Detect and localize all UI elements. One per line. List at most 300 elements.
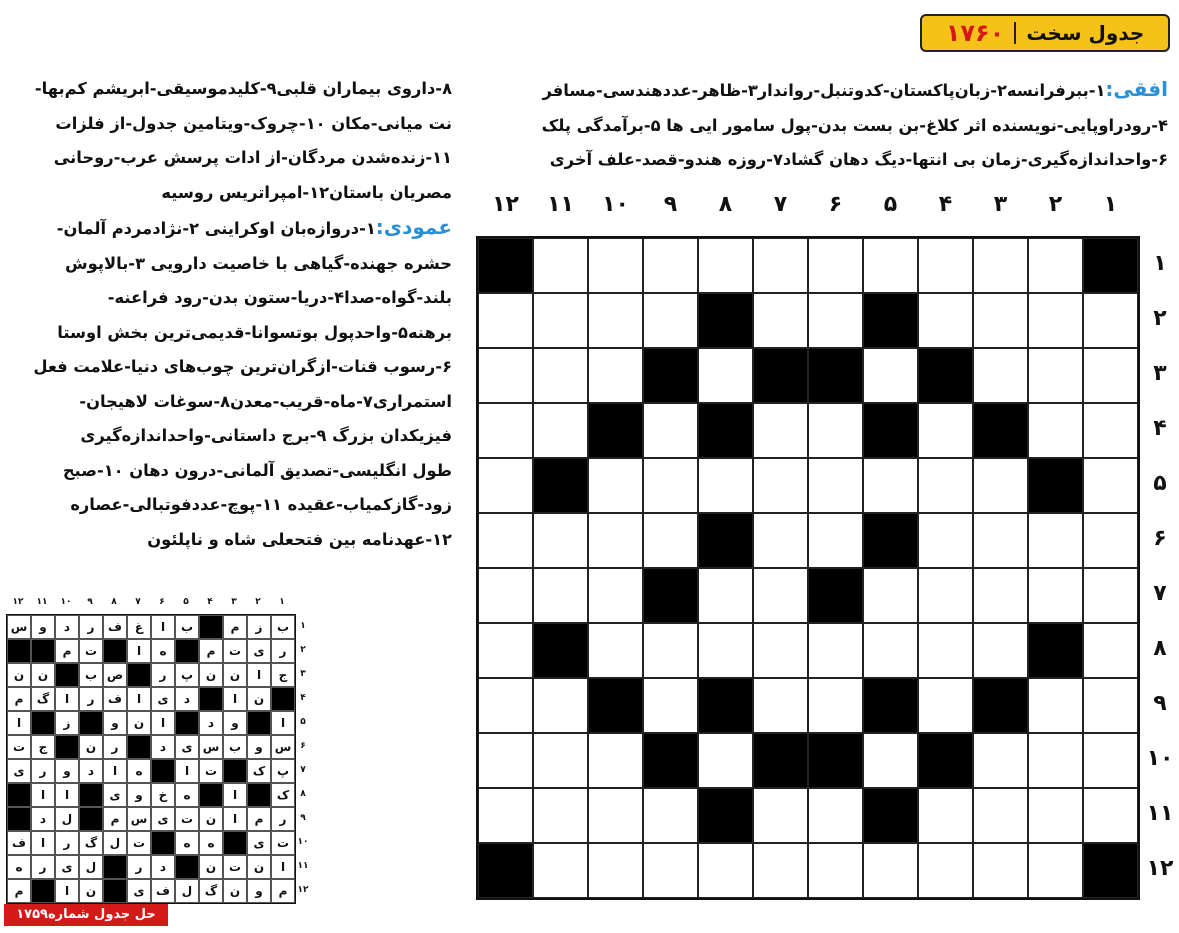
answer-cell: ر [31, 855, 55, 879]
grid-cell[interactable] [1028, 733, 1083, 788]
grid-cell[interactable] [698, 458, 753, 513]
grid-cell[interactable] [1028, 788, 1083, 843]
horizontal-cont-line-3: ۱۱-زنده‌شدن مردگان-از ادات پرسش عرب-روحانی [53, 148, 452, 167]
answer-cell: ه [127, 759, 151, 783]
grid-cell[interactable] [973, 293, 1028, 348]
answer-cell: ن [79, 735, 103, 759]
answer-column-number: ۴ [207, 597, 213, 607]
answer-cell: و [103, 711, 127, 735]
answer-cell: ت [271, 831, 295, 855]
grid-cell[interactable] [478, 623, 533, 678]
answer-cell: ت [223, 639, 247, 663]
answer-cell: ل [55, 807, 79, 831]
answer-cell: ن [199, 663, 223, 687]
grid-cell[interactable] [643, 403, 698, 458]
grid-cell-black [808, 733, 863, 788]
grid-cell[interactable] [973, 348, 1028, 403]
grid-cell[interactable] [588, 733, 643, 788]
answer-cell: ت [7, 735, 31, 759]
grid-cell[interactable] [643, 293, 698, 348]
grid-cell-black [808, 348, 863, 403]
answer-cell: ه [175, 831, 199, 855]
answer-cell: ن [7, 663, 31, 687]
answer-cell: م [7, 687, 31, 711]
grid-cell[interactable] [478, 403, 533, 458]
grid-cell[interactable] [863, 238, 918, 293]
answer-cell: س [271, 735, 295, 759]
answer-cell: ی [151, 687, 175, 711]
grid-cell[interactable] [1083, 788, 1138, 843]
grid-cell[interactable] [863, 348, 918, 403]
puzzle-title [920, 14, 1170, 52]
row-number: ۶ [1153, 526, 1167, 551]
grid-cell[interactable] [478, 678, 533, 733]
answer-row-number: ۳ [300, 669, 306, 679]
answer-row-number: ۵ [300, 717, 306, 727]
grid-cell[interactable] [1083, 568, 1138, 623]
answer-cell: و [55, 759, 79, 783]
answer-cell: ا [55, 687, 79, 711]
grid-cell[interactable] [533, 403, 588, 458]
grid-cell[interactable] [1028, 293, 1083, 348]
grid-cell[interactable] [478, 733, 533, 788]
row-number: ۷ [1153, 581, 1167, 606]
answer-column-number: ۶ [159, 597, 165, 607]
answer-column-number: ۱ [279, 597, 285, 607]
answer-cell: ک [271, 783, 295, 807]
grid-cell[interactable] [643, 788, 698, 843]
answer-column-number: ۱۰ [60, 597, 72, 607]
answer-cell: ب [79, 663, 103, 687]
grid-cell[interactable] [588, 513, 643, 568]
grid-cell-black [643, 348, 698, 403]
grid-cell[interactable] [1083, 513, 1138, 568]
vertical-clue-line-10: ۱۲-عهدنامه بین فتحعلی شاه و ناپلئون [147, 529, 452, 549]
grid-cell[interactable] [973, 623, 1028, 678]
grid-cell-black [1083, 843, 1138, 898]
row-numbers [1140, 236, 1179, 896]
grid-cell[interactable] [973, 458, 1028, 513]
horizontal-cont-line-1: ۸-داروی بیماران قلبی۹-کلیدموسیقی-ابریشم کم‌بها- [34, 79, 452, 98]
answer-cell: ف [151, 879, 175, 903]
grid-cell[interactable] [533, 733, 588, 788]
horizontal-clues [470, 72, 1168, 178]
vertical-clue-line-7: فیزیکدان بزرگ ۹-برج داستانی-واحداندازه‌گیری [80, 426, 452, 445]
grid-cell[interactable] [753, 568, 808, 623]
answer-cell: م [247, 807, 271, 831]
grid-cell[interactable] [1028, 238, 1083, 293]
answer-cell: ک [247, 759, 271, 783]
grid-cell[interactable] [533, 568, 588, 623]
grid-cell-black [698, 403, 753, 458]
answer-row-number: ۶ [300, 741, 306, 751]
answer-cell-black [127, 735, 151, 759]
grid-cell[interactable] [753, 513, 808, 568]
grid-cell[interactable] [863, 843, 918, 898]
answer-cell: د [199, 711, 223, 735]
answer-cell: س [7, 615, 31, 639]
answer-cell: ن [127, 711, 151, 735]
answer-cell: گ [199, 879, 223, 903]
grid-cell-black [863, 403, 918, 458]
answer-cell: ی [7, 759, 31, 783]
grid-cell[interactable] [808, 458, 863, 513]
grid-cell[interactable] [973, 568, 1028, 623]
grid-cell[interactable] [973, 733, 1028, 788]
grid-cell[interactable] [918, 513, 973, 568]
answer-cell-black [7, 639, 31, 663]
column-number: ۱۱ [547, 192, 574, 217]
grid-cell[interactable] [698, 733, 753, 788]
vertical-clue-line-1 [0, 210, 452, 247]
answer-row-number: ۱۲ [297, 885, 309, 895]
grid-cell[interactable] [1083, 623, 1138, 678]
grid-cell-black [698, 678, 753, 733]
grid-cell[interactable] [863, 458, 918, 513]
answer-cell-black [223, 759, 247, 783]
answer-cell: پ [175, 663, 199, 687]
grid-cell[interactable] [643, 513, 698, 568]
vertical-clue-line-4: برهنه۵-واحدپول بوتسوانا-قدیمی‌ترین بخش اوستا [57, 322, 452, 342]
answer-cell-black [79, 711, 103, 735]
grid-cell-black [698, 788, 753, 843]
grid-cell[interactable] [698, 568, 753, 623]
grid-cell[interactable] [1083, 733, 1138, 788]
grid-cell[interactable] [1028, 678, 1083, 733]
answer-cell-black [31, 711, 55, 735]
grid-cell[interactable] [808, 238, 863, 293]
grid-cell[interactable] [478, 458, 533, 513]
column-number: ۸ [718, 192, 733, 217]
grid-cell[interactable] [533, 293, 588, 348]
grid-cell[interactable] [643, 843, 698, 898]
grid-cell[interactable] [808, 403, 863, 458]
grid-cell[interactable] [698, 843, 753, 898]
grid-cell[interactable] [1083, 403, 1138, 458]
answer-cell-black [151, 831, 175, 855]
answer-cell: خ [151, 783, 175, 807]
answer-cell-black [175, 711, 199, 735]
answer-cell: ن [199, 855, 223, 879]
grid-cell[interactable] [1083, 348, 1138, 403]
answer-cell: ت [199, 759, 223, 783]
answer-row-number: ۹ [300, 813, 306, 823]
answer-cell-black [103, 639, 127, 663]
grid-cell[interactable] [588, 293, 643, 348]
answer-cell: س [127, 807, 151, 831]
grid-cell-black [973, 678, 1028, 733]
answer-row-number: ۷ [300, 765, 306, 775]
grid-cell[interactable] [1028, 403, 1083, 458]
answer-cell-black [199, 615, 223, 639]
grid-cell-black [533, 623, 588, 678]
grid-cell[interactable] [1028, 513, 1083, 568]
grid-cell[interactable] [753, 678, 808, 733]
grid-cell[interactable] [588, 238, 643, 293]
answer-cell: ی [127, 879, 151, 903]
grid-cell[interactable] [1083, 293, 1138, 348]
grid-cell[interactable] [588, 843, 643, 898]
grid-cell[interactable] [808, 843, 863, 898]
row-number: ۲ [1153, 306, 1167, 331]
answer-cell: ا [55, 879, 79, 903]
answer-cell: ن [247, 687, 271, 711]
grid-cell[interactable] [478, 293, 533, 348]
answer-cell: م [271, 879, 295, 903]
grid-cell[interactable] [918, 568, 973, 623]
answer-cell-black [175, 639, 199, 663]
grid-cell[interactable] [918, 293, 973, 348]
grid-cell-black [533, 458, 588, 513]
answer-row-number: ۲ [300, 645, 306, 655]
grid-cell-black [808, 568, 863, 623]
answer-cell: ل [103, 831, 127, 855]
grid-cell[interactable] [1028, 843, 1083, 898]
answer-cell: م [7, 879, 31, 903]
grid-cell[interactable] [1083, 678, 1138, 733]
column-number: ۷ [773, 192, 788, 217]
grid-cell[interactable] [588, 788, 643, 843]
crossword-grid [476, 236, 1140, 900]
grid-cell[interactable] [863, 568, 918, 623]
answer-cell: ا [7, 711, 31, 735]
horizontal-clue-text-1: ۱-ببرفرانسه۲-زبان‌پاکستان-کدوتنبل-رواندار۳-ظاهر-عددهندسی-مسافر [542, 81, 1106, 100]
answer-cell: ر [151, 663, 175, 687]
answer-column-numbers [6, 597, 294, 611]
horizontal-cont-line-4: مصریان باستان۱۲-امپراتریس روسیه [161, 182, 452, 202]
grid-cell-black [643, 568, 698, 623]
grid-cell[interactable] [808, 788, 863, 843]
grid-cell[interactable] [698, 348, 753, 403]
grid-cell[interactable] [1028, 568, 1083, 623]
grid-cell[interactable] [643, 238, 698, 293]
grid-cell[interactable] [1083, 458, 1138, 513]
answer-cell: ا [271, 855, 295, 879]
grid-cell[interactable] [863, 733, 918, 788]
answer-cell: ر [127, 855, 151, 879]
answer-cell: ی [103, 783, 127, 807]
answer-cell: ر [79, 615, 103, 639]
grid-cell[interactable] [808, 513, 863, 568]
answer-cell: ه [151, 639, 175, 663]
answer-cell: ب [175, 615, 199, 639]
answer-cell: د [31, 807, 55, 831]
answer-cell: ن [31, 663, 55, 687]
grid-cell[interactable] [973, 238, 1028, 293]
grid-cell[interactable] [533, 843, 588, 898]
answer-cell: و [223, 711, 247, 735]
answer-cell: ه [175, 783, 199, 807]
grid-cell[interactable] [918, 843, 973, 898]
grid-cell[interactable] [753, 843, 808, 898]
grid-cell-black [698, 513, 753, 568]
grid-cell[interactable] [643, 678, 698, 733]
grid-cell-black [478, 843, 533, 898]
answer-row-number: ۱۰ [297, 837, 309, 847]
grid-cell[interactable] [918, 403, 973, 458]
grid-cell-black [1083, 238, 1138, 293]
grid-cell[interactable] [533, 788, 588, 843]
grid-cell[interactable] [478, 568, 533, 623]
answer-cell: ل [79, 855, 103, 879]
row-number: ۱۲ [1146, 856, 1174, 881]
grid-cell[interactable] [918, 458, 973, 513]
answer-cell-black [31, 879, 55, 903]
answer-cell: ا [223, 687, 247, 711]
grid-cell[interactable] [643, 458, 698, 513]
answer-cell: ل [175, 879, 199, 903]
grid-cell-black [643, 733, 698, 788]
answer-cell: م [199, 639, 223, 663]
row-number: ۸ [1153, 636, 1167, 661]
row-number: ۱ [1153, 251, 1167, 276]
answer-cell: ی [151, 807, 175, 831]
grid-cell[interactable] [753, 238, 808, 293]
answer-cell: ص [103, 663, 127, 687]
answer-cell: گ [79, 831, 103, 855]
grid-cell[interactable] [753, 403, 808, 458]
grid-cell[interactable] [918, 623, 973, 678]
answer-cell: و [247, 879, 271, 903]
answer-cell: ت [79, 639, 103, 663]
row-number: ۳ [1153, 361, 1167, 386]
answer-column-number: ۱۱ [36, 597, 48, 607]
grid-cell[interactable] [478, 788, 533, 843]
grid-cell[interactable] [863, 623, 918, 678]
row-number: ۵ [1153, 471, 1167, 496]
answer-cell: ن [223, 663, 247, 687]
answer-cell: ت [223, 855, 247, 879]
column-number: ۳ [993, 192, 1008, 217]
grid-cell-black [588, 403, 643, 458]
answer-cell: ف [103, 615, 127, 639]
horizontal-clue-line-1 [470, 72, 1168, 109]
answer-cell: ز [55, 711, 79, 735]
answer-cell: ر [103, 735, 127, 759]
grid-cell[interactable] [808, 293, 863, 348]
answer-cell: س [199, 735, 223, 759]
grid-cell[interactable] [698, 238, 753, 293]
row-number: ۱۱ [1146, 801, 1174, 826]
answer-column-number: ۹ [87, 597, 93, 607]
grid-cell-black [1028, 623, 1083, 678]
grid-cell[interactable] [753, 623, 808, 678]
answer-cell: ا [175, 759, 199, 783]
answer-cell-black [103, 855, 127, 879]
column-number: ۶ [828, 192, 843, 217]
grid-cell[interactable] [643, 623, 698, 678]
grid-cell[interactable] [1028, 348, 1083, 403]
answer-cell: غ [127, 615, 151, 639]
grid-cell[interactable] [478, 348, 533, 403]
answer-cell-black [55, 663, 79, 687]
answer-cell: ن [79, 879, 103, 903]
grid-cell-black [863, 513, 918, 568]
grid-cell[interactable] [588, 458, 643, 513]
grid-cell[interactable] [973, 788, 1028, 843]
column-number: ۹ [663, 192, 678, 217]
answer-cell-black [55, 735, 79, 759]
grid-cell[interactable] [698, 623, 753, 678]
grid-cell[interactable] [973, 843, 1028, 898]
answer-column-number: ۲ [255, 597, 261, 607]
grid-cell[interactable] [753, 788, 808, 843]
grid-cell[interactable] [808, 623, 863, 678]
grid-cell[interactable] [588, 568, 643, 623]
grid-cell-black [918, 348, 973, 403]
grid-cell-black [753, 733, 808, 788]
answer-cell: پ [271, 759, 295, 783]
column-number: ۴ [938, 192, 953, 217]
answer-cell: ا [223, 807, 247, 831]
answer-cell: ا [31, 783, 55, 807]
grid-cell[interactable] [533, 348, 588, 403]
answer-cell: د [151, 855, 175, 879]
grid-cell-black [863, 678, 918, 733]
answer-cell-black [223, 831, 247, 855]
grid-cell[interactable] [973, 513, 1028, 568]
horizontal-cont-line-2: نت میانی-مکان ۱۰-چروک-ویتامین جدول-از فلزات [55, 113, 452, 133]
answer-cell-black [127, 663, 151, 687]
previous-answer-label: حل جدول شماره۱۷۵۹ [4, 904, 168, 926]
answer-cell: ی [55, 855, 79, 879]
grid-cell[interactable] [918, 788, 973, 843]
answer-grid [6, 614, 296, 904]
grid-cell[interactable] [918, 238, 973, 293]
answer-cell: ا [151, 711, 175, 735]
answer-cell: ی [247, 639, 271, 663]
grid-cell[interactable] [533, 238, 588, 293]
grid-cell[interactable] [478, 513, 533, 568]
answer-cell: ن [223, 879, 247, 903]
answer-cell: ه [199, 831, 223, 855]
answer-cell: ی [247, 831, 271, 855]
answer-cell: و [127, 783, 151, 807]
grid-cell[interactable] [753, 458, 808, 513]
answer-cell: ج [271, 663, 295, 687]
answer-cell: م [55, 639, 79, 663]
column-number: ۱ [1103, 192, 1118, 217]
answer-cell: ا [271, 711, 295, 735]
grid-cell-black [478, 238, 533, 293]
answer-cell: ا [127, 687, 151, 711]
grid-cell[interactable] [588, 348, 643, 403]
answer-column-number: ۵ [183, 597, 189, 607]
grid-cell[interactable] [533, 678, 588, 733]
answer-cell: ب [223, 735, 247, 759]
grid-cell[interactable] [588, 623, 643, 678]
grid-cell[interactable] [918, 678, 973, 733]
answer-cell: و [31, 615, 55, 639]
answer-cell: د [79, 759, 103, 783]
grid-cell[interactable] [533, 513, 588, 568]
answer-cell: ن [199, 807, 223, 831]
row-number: ۹ [1153, 691, 1167, 716]
grid-cell-black [1028, 458, 1083, 513]
grid-cell-black [973, 403, 1028, 458]
answer-cell: د [55, 615, 79, 639]
answer-cell: ا [103, 759, 127, 783]
answer-cell-black [7, 807, 31, 831]
answer-cell: م [223, 615, 247, 639]
answer-cell-black [271, 687, 295, 711]
vertical-clue-text-1: ۱-دروازه‌بان اوکراینی ۲-نژادمردم آلمان- [56, 219, 376, 238]
grid-cell[interactable] [753, 293, 808, 348]
column-number: ۲ [1048, 192, 1063, 217]
horizontal-heading: افقی: [1105, 77, 1168, 101]
vertical-clue-line-2: حشره جهنده-گیاهی با خاصیت دارویی ۳-بالاپوش [65, 253, 452, 273]
grid-cell[interactable] [808, 678, 863, 733]
